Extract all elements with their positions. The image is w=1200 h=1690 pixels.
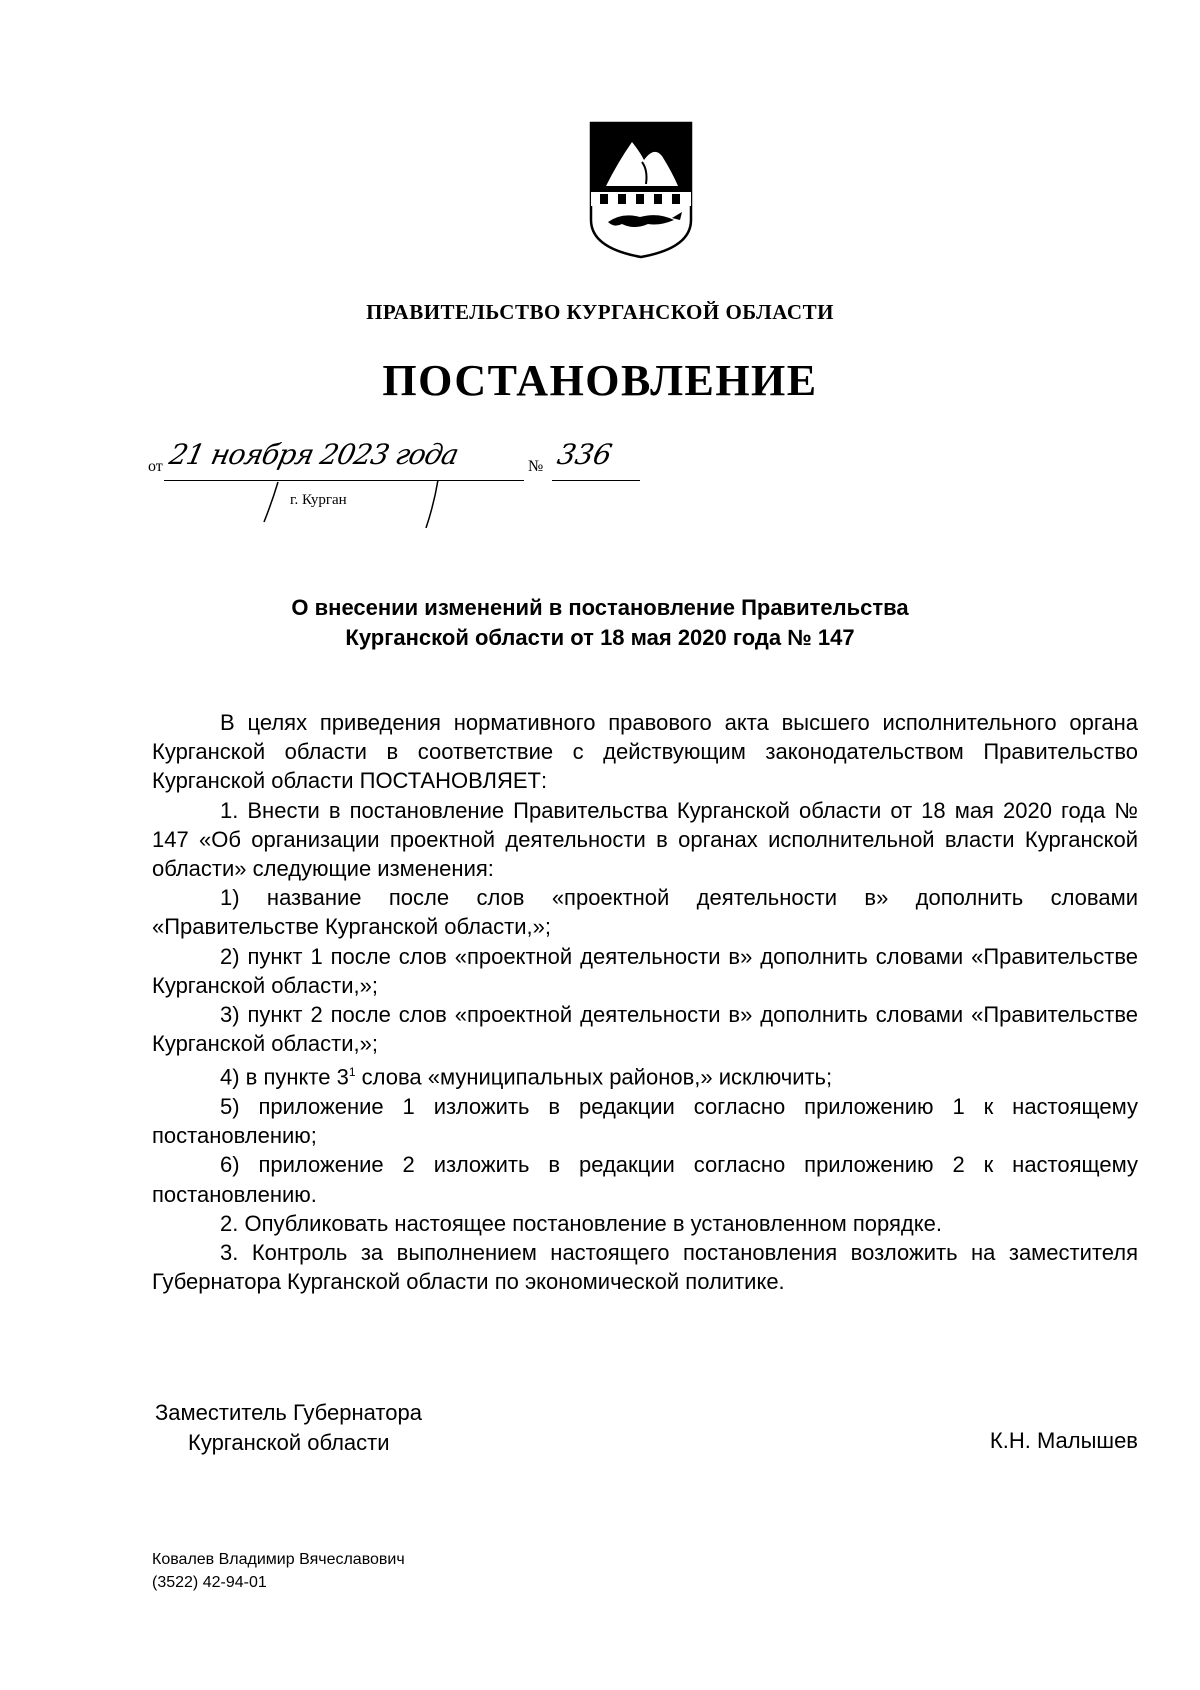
document-subject bbox=[0, 593, 1200, 653]
subitem-4-end: слова «муниципальных районов,» исключить; bbox=[355, 1064, 833, 1090]
body-paragraph-item-2: 2. Опубликовать настоящее постановление в установленном порядке. bbox=[220, 1210, 942, 1236]
signatory-title bbox=[155, 1398, 422, 1458]
number-label: № bbox=[528, 458, 544, 475]
executor-phone: (3522) 42-94-01 bbox=[152, 1574, 267, 1591]
body-paragraph-subitem-5: 5) приложение 1 изложить в редакции согласно приложению 1 к настоящему постановлению; bbox=[152, 1093, 1138, 1149]
body-paragraph-subitem-3: 3) пункт 2 после слов «проектной деятельности в» дополнить словами «Правительстве Курганской области,»; bbox=[152, 1002, 1138, 1057]
signatory-title-line-2: Курганской области bbox=[188, 1430, 390, 1455]
body-paragraph-subitem-6: 6) приложение 2 изложить в редакции согласно приложению 2 к настоящему постановлению. bbox=[152, 1152, 1138, 1207]
coat-of-arms-icon bbox=[588, 120, 694, 260]
subject-line-2: Курганской области от 18 мая 2020 года № 147 bbox=[345, 625, 855, 650]
body-paragraph-preamble: В целях приведения нормативного правового акта высшего исполнительного органа Курганской области в соответствие с действующим законодательством Правительство Курганской области ПОСТАНОВЛЯЕТ: bbox=[152, 710, 1138, 794]
document-type-title: ПОСТАНОВЛЕНИЕ bbox=[382, 356, 818, 405]
date-from-label: от bbox=[148, 458, 163, 475]
executor-contact bbox=[152, 1548, 405, 1594]
executor-name: Ковалев Владимир Вячеславович bbox=[152, 1551, 405, 1568]
subject-line-1: О внесении изменений в постановление Правительства bbox=[291, 595, 909, 620]
body-paragraph-subitem-2: 2) пункт 1 после слов «проектной деятельности в» дополнить словами «Правительстве Курганской области,»; bbox=[152, 943, 1138, 998]
signatory-name: К.Н. Малышев bbox=[989, 1428, 1138, 1453]
signatory-title-line-1: Заместитель Губернатора bbox=[155, 1400, 422, 1425]
body-paragraph-subitem-4 bbox=[152, 1058, 1138, 1092]
government-name: ПРАВИТЕЛЬСТВО КУРГАНСКОЙ ОБЛАСТИ bbox=[366, 300, 834, 324]
subitem-4-superscript: 1 bbox=[348, 1065, 356, 1080]
city-label: г. Курган bbox=[290, 492, 347, 508]
handwriting-strokes bbox=[148, 448, 648, 528]
body-paragraph-item-1: 1. Внести в постановление Правительства Курганской области от 18 мая 2020 года № 147 «Об организации проектной деятельности в органах исполнительной власти Курганской области» следующие изменения: bbox=[152, 797, 1138, 882]
subitem-4-start: 4) в пункте 3 bbox=[220, 1064, 349, 1090]
date-number-line bbox=[148, 438, 648, 528]
handwritten-date: 21 ноября 2023 года bbox=[166, 438, 461, 471]
handwritten-number: 336 bbox=[554, 438, 615, 471]
body-paragraph-item-3: 3. Контроль за выполнением настоящего постановления возложить на заместителя Губернатора Курганской области по экономической политике. bbox=[152, 1239, 1138, 1295]
document-body bbox=[152, 708, 1138, 1296]
body-paragraph-subitem-1: 1) название после слов «проектной деятельности в» дополнить словами «Правительстве Курганской области,»; bbox=[152, 885, 1138, 940]
